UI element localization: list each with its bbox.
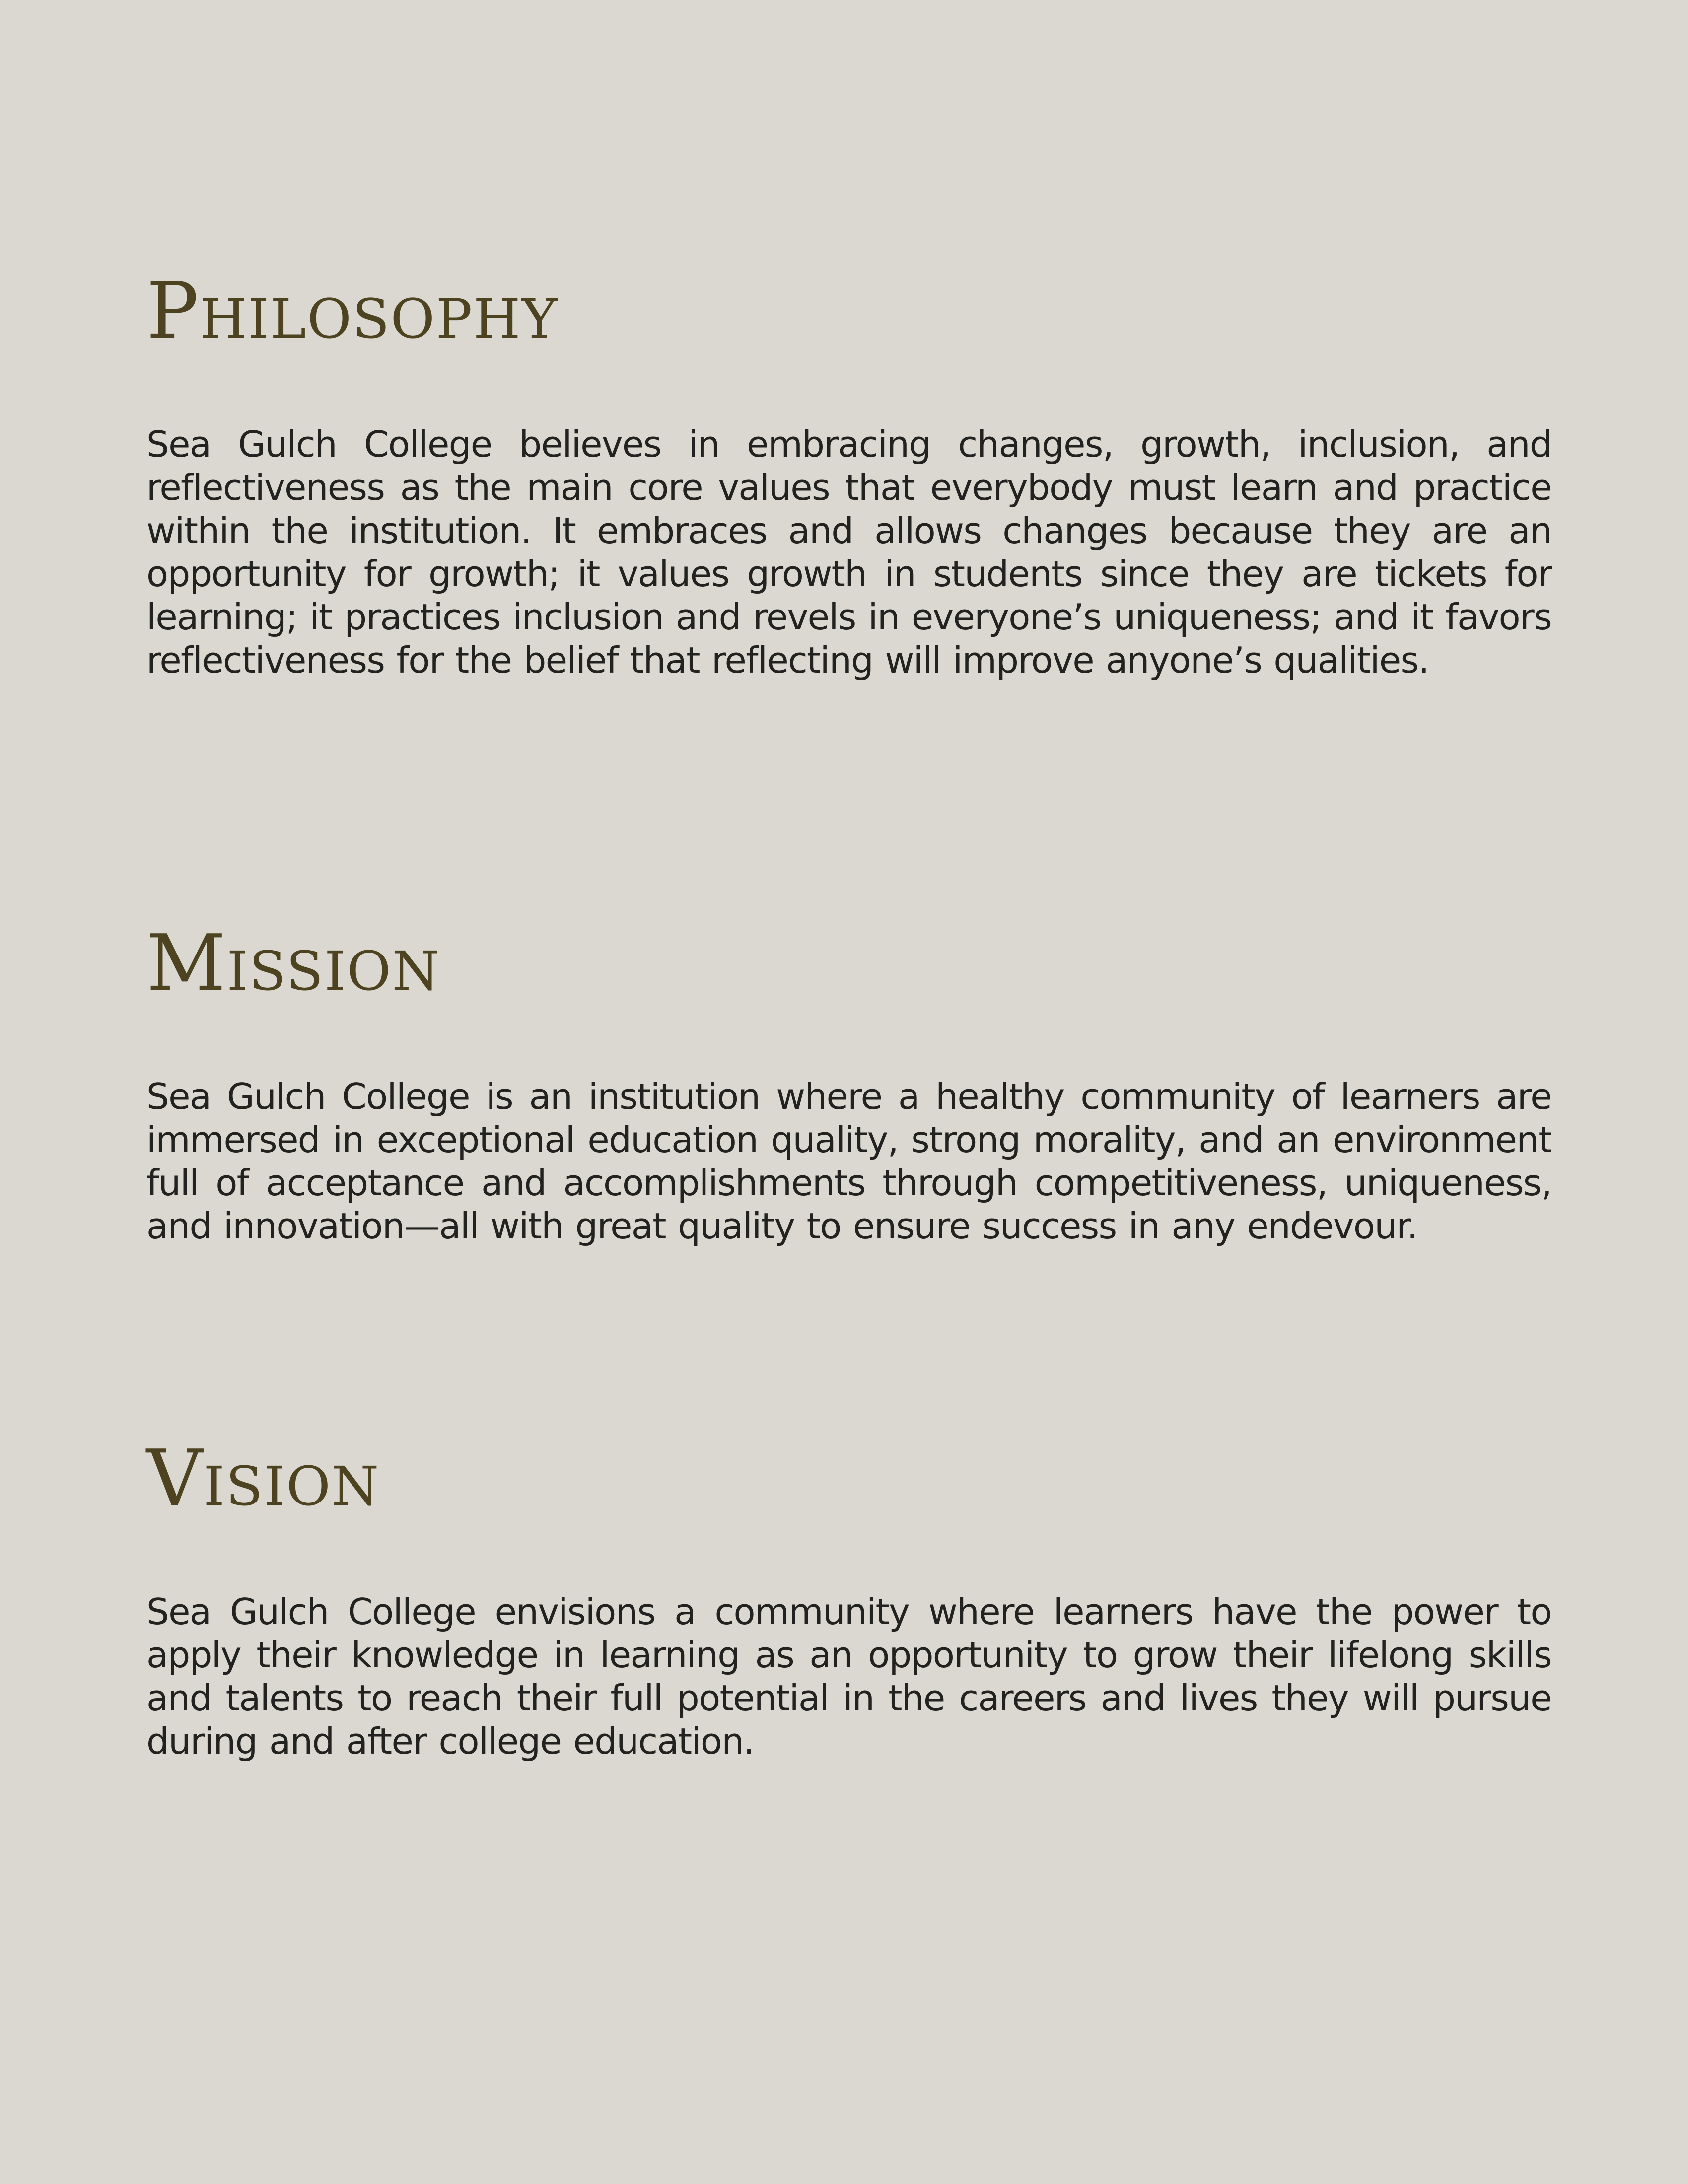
mission-text: Sea Gulch College is an institution where a healthy community of learners are immersed in exceptional education quality, strong morality, and an environment full of acceptance and accomplishments through competitiveness, uniqueness, and innovation—all with great quality to ensure success in any endevour. — [146, 1076, 1551, 1247]
vision-text: Sea Gulch College envisions a community where learners have the power to apply their knowledge in learning as an opportunity to grow their lifelong skills and talents to reach their full potential in the careers and lives they will pursue during and after college education. — [146, 1591, 1551, 1762]
vision-heading: Vision — [146, 1433, 380, 1523]
philosophy-heading: Philosophy — [146, 266, 559, 356]
philosophy-text: Sea Gulch College believes in embracing changes, growth, inclusion, and reflectiveness as the main core values that everybody must learn and practice within the institution. It embraces and allows changes because they are an opportunity for growth; it values growth in students since they are tickets for learning; it practices inclusion and revels in everyone’s uniqueness; and it favors reflectiveness for the belief that reflecting will improve anyone’s qualities. — [146, 423, 1551, 681]
mission-section — [146, 918, 1551, 1248]
philosophy-section — [146, 266, 1551, 682]
vision-section — [146, 1433, 1551, 1763]
mission-heading: Mission — [146, 918, 441, 1008]
